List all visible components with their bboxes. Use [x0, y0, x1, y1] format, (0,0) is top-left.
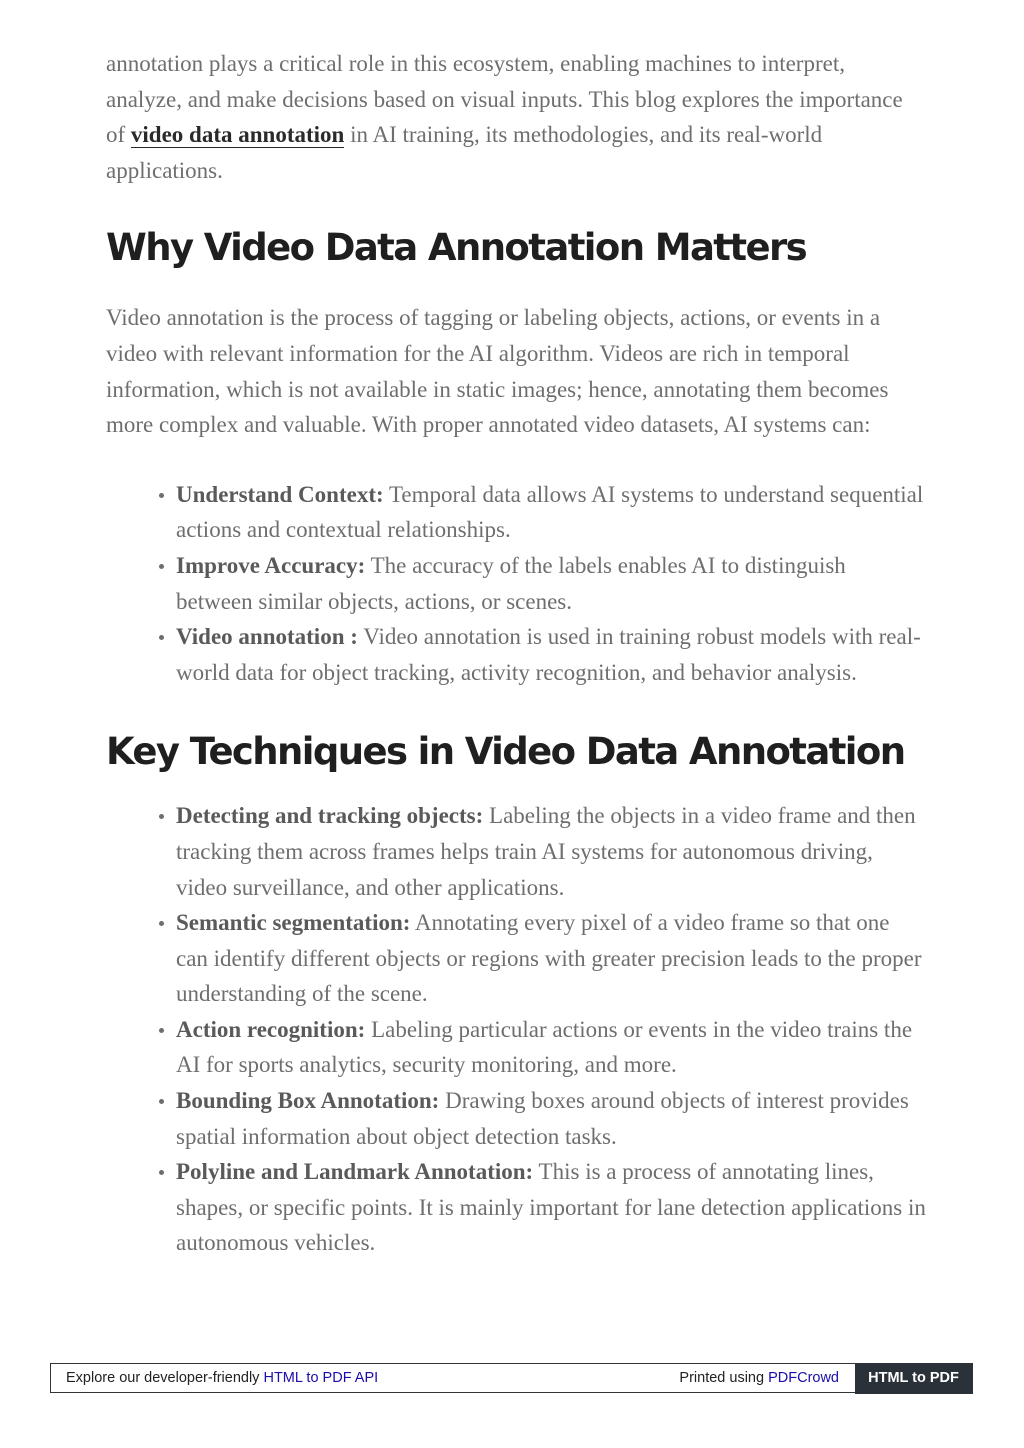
list-item-term: Video annotation :: [176, 624, 358, 650]
footer-printed-text: Printed using: [679, 1370, 769, 1386]
why-section-paragraph: Video annotation is the process of tagging or labeling objects, actions, or events in a video with relevant information for the AI algorithm. Videos are rich in temporal information, which is not available in static images; hence, annotating them becomes more complex and valuable. With proper annotated video datasets, AI systems can:: [106, 305, 889, 438]
why-benefits-list: [106, 477, 926, 691]
intro-text-after: in AI training, its methodologies, and its real-world applications.: [106, 122, 823, 183]
list-item-term: Semantic segmentation:: [176, 910, 411, 936]
list-item: [176, 477, 926, 548]
intro-paragraph: [106, 46, 926, 188]
list-item-term: Improve Accuracy:: [176, 552, 366, 578]
list-item-text: Annotating every pixel of a video frame so that one can identify different objects or regions with greater precision leads to the proper understanding of the scene.: [176, 910, 922, 1007]
footer-explore: [66, 1370, 378, 1386]
list-item-text: Video annotation is used in training robust models with real-world data for object tracking, activity recognition, and behavior analysis.: [176, 624, 921, 685]
article-body: [106, 46, 926, 1261]
list-item-term: Detecting and tracking objects:: [176, 803, 484, 829]
list-item-text: Labeling the objects in a video frame and then tracking them across frames helps train AI systems for autonomous driving, video surveillance, and other applications.: [176, 803, 916, 900]
list-item-term: Understand Context:: [176, 481, 384, 507]
key-techniques-heading: Key Techniques in Video Data Annotation: [106, 730, 905, 774]
key-techniques-list: [106, 798, 926, 1261]
list-item: [176, 1012, 926, 1083]
list-item: [176, 905, 926, 1012]
list-item-text: Drawing boxes around objects of interest provides spatial information about object detection tasks.: [176, 1088, 909, 1149]
html-to-pdf-api-link[interactable]: HTML to PDF API: [263, 1370, 379, 1386]
list-item-text: This is a process of annotating lines, shapes, or specific points. It is mainly important for lane detection applications in autonomous vehicles.: [176, 1159, 926, 1256]
pdfcrowd-link[interactable]: PDFCrowd: [768, 1370, 839, 1386]
why-section-heading: Why Video Data Annotation Matters: [106, 226, 807, 270]
list-item-text: Temporal data allows AI systems to understand sequential actions and contextual relationships.: [176, 481, 924, 543]
list-item-text: Labeling particular actions or events in the video trains the AI for sports analytics, security monitoring, and more.: [176, 1016, 913, 1078]
pdfcrowd-footer: [50, 1363, 972, 1393]
list-item: [176, 798, 926, 905]
video-data-annotation-link[interactable]: video data annotation: [130, 122, 345, 148]
list-item: [176, 1083, 926, 1154]
list-item-term: Bounding Box Annotation:: [176, 1088, 440, 1114]
list-item-term: Action recognition:: [176, 1016, 366, 1042]
list-item-term: Polyline and Landmark Annotation:: [176, 1159, 534, 1185]
list-item: [176, 619, 926, 690]
footer-explore-text: Explore our developer-friendly: [66, 1370, 264, 1386]
intro-text-before: annotation plays a critical role in this ecosystem, enabling machines to interpret, analyze, and make decisions based on visual inputs. This blog explores the importance of: [106, 51, 903, 148]
footer-printed: [679, 1370, 839, 1386]
list-item: [176, 1154, 926, 1261]
list-item-text: The accuracy of the labels enables AI to distinguish between similar objects, actions, or scenes.: [176, 552, 846, 614]
html-to-pdf-badge-button[interactable]: HTML to PDF: [855, 1363, 973, 1394]
list-item: [176, 548, 926, 619]
